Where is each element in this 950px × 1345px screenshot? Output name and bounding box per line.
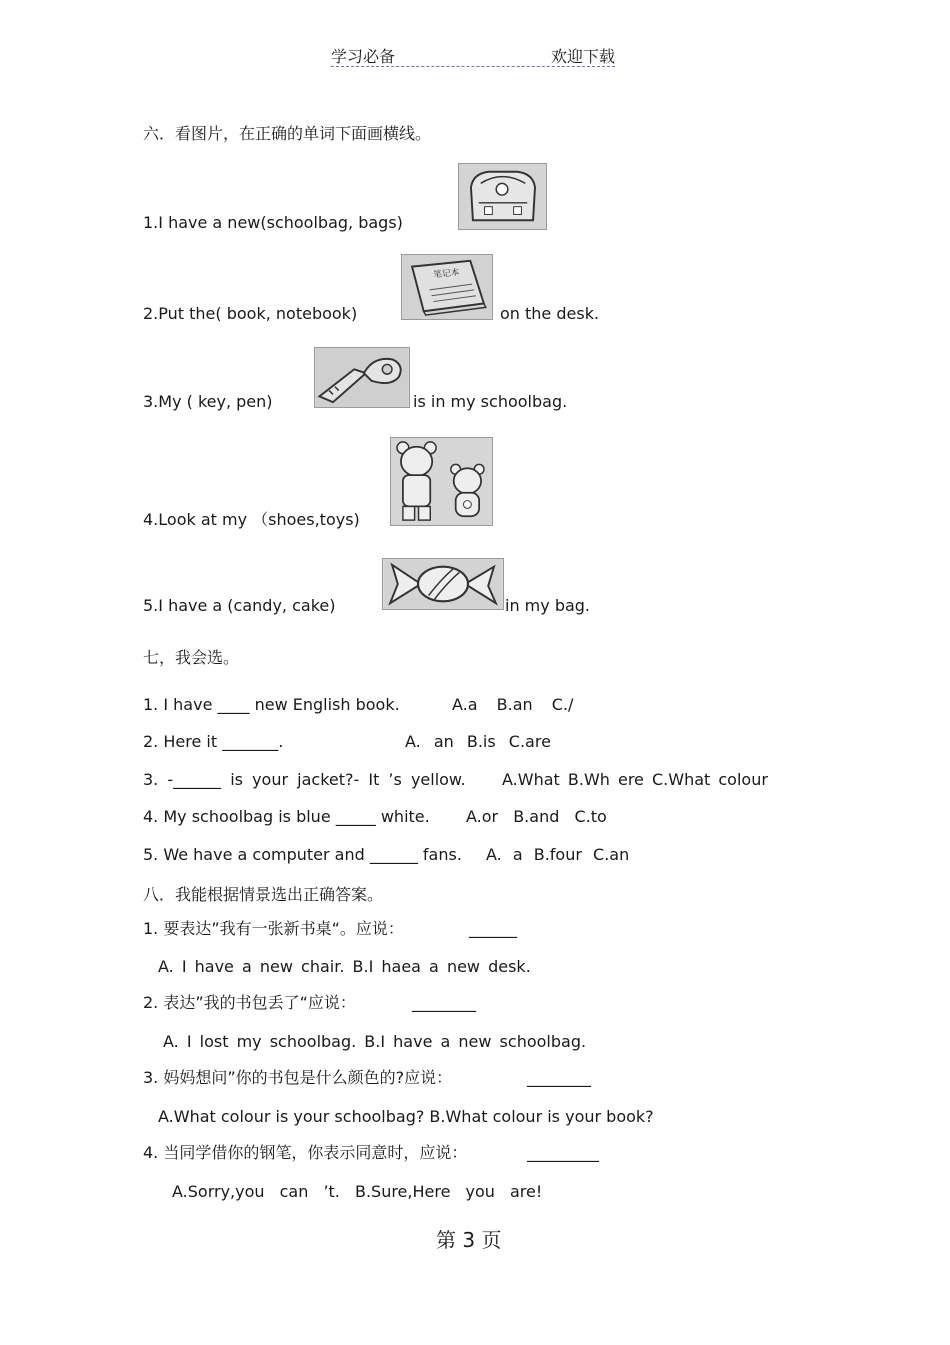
s8-q2-options: A. I lost my schoolbag. B.I have a new schoolbag. <box>163 1032 587 1051</box>
candy-icon <box>382 558 504 610</box>
s6-item-4: 4.Look at my （shoes,toys) <box>143 510 360 529</box>
s8-q2: 2. 表达”我的书包丢了“应说： <box>143 993 356 1012</box>
section-8-title: 八．我能根据情景选出正确答案。 <box>143 885 384 904</box>
s7-q5: 5. We have a computer and ______ fans. <box>143 845 462 864</box>
s8-q1-blank: ______ <box>469 919 517 938</box>
s8-q4: 4. 当同学借你的钢笔，你表示同意时，应说： <box>143 1143 468 1162</box>
s8-q1-options: A. I have a new chair. B.I haea a new desk. <box>158 957 531 976</box>
s6-item-2: 2.Put the( book, notebook) <box>143 304 358 323</box>
s6-item-1: 1.I have a new(schoolbag, bags) <box>143 213 403 232</box>
header-left: 学习必备 <box>331 47 396 66</box>
schoolbag-icon <box>458 163 547 230</box>
s7-q5-options: A. a B.four C.an <box>486 845 630 864</box>
s7-q2: 2. Here it _______. <box>143 732 284 751</box>
notebook-icon <box>401 254 493 320</box>
page-header <box>331 44 615 67</box>
s7-q3: 3. -______ is your jacket?- It ’s yellow. <box>143 770 466 789</box>
s7-q1: 1. I have ____ new English book. <box>143 695 400 714</box>
s8-q2-blank: ________ <box>412 993 476 1012</box>
section-7-title: 七，我会选。 <box>143 648 240 667</box>
key-icon <box>314 347 410 408</box>
s8-q3: 3. 妈妈想问”你的书包是什么颜色的?应说： <box>143 1068 453 1087</box>
header-right: 欢迎下载 <box>550 47 615 66</box>
notebook-label: 笔记本 <box>432 267 461 281</box>
s6-item-3: 3.My ( key, pen) <box>143 392 273 411</box>
s8-q4-blank: _________ <box>527 1143 599 1162</box>
s7-q3-options: A.What B.Wh ere C.What colour <box>502 770 768 789</box>
s7-q2-options: A. an B.is C.are <box>405 732 551 751</box>
s8-q1: 1. 要表达”我有一张新书桌“。应说： <box>143 919 404 938</box>
s8-q3-blank: ________ <box>527 1068 591 1087</box>
s6-item-5: 5.I have a (candy, cake) <box>143 596 336 615</box>
s8-q4-options: A.Sorry,you can ’t. B.Sure,Here you are! <box>172 1182 543 1201</box>
s6-item-2-after: on the desk. <box>500 304 600 323</box>
teddy-bears-icon <box>390 437 493 526</box>
s7-q4: 4. My schoolbag is blue _____ white. <box>143 807 430 826</box>
page-number: 第 3 页 <box>436 1228 502 1252</box>
s7-q1-options: A.a B.an C./ <box>452 695 574 714</box>
s8-q3-options: A.What colour is your schoolbag? B.What colour is your book? <box>158 1107 654 1126</box>
s7-q4-options: A.or B.and C.to <box>466 807 607 826</box>
section-6-title: 六．看图片，在正确的单词下面画横线。 <box>143 124 432 143</box>
s6-item-5-after: in my bag. <box>505 596 591 615</box>
s6-item-3-after: is in my schoolbag. <box>413 392 568 411</box>
